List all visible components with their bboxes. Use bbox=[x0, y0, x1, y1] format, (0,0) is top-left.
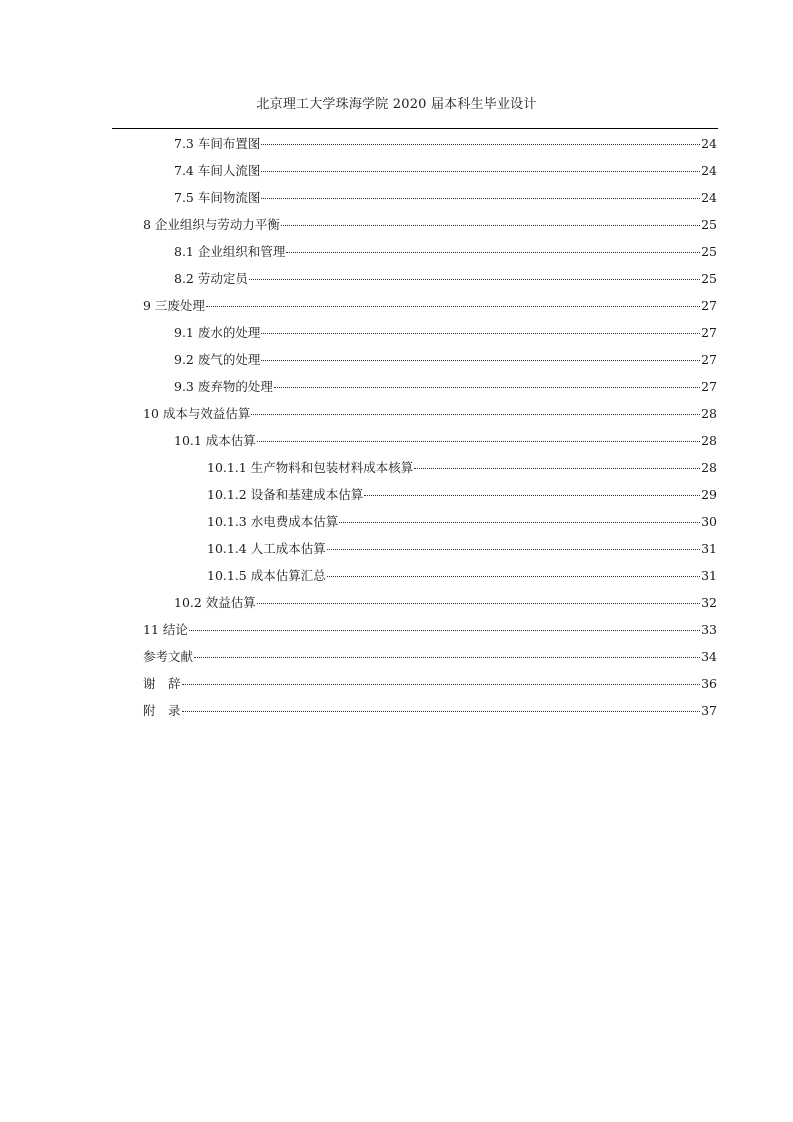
toc-dot-leader bbox=[182, 711, 700, 712]
toc-dot-leader bbox=[257, 603, 700, 604]
toc-dot-leader bbox=[327, 576, 700, 577]
toc-dot-leader bbox=[182, 684, 700, 685]
toc-dot-leader bbox=[261, 171, 700, 172]
toc-entry[interactable] bbox=[174, 592, 717, 614]
toc-entry-title: 10.1.4 人工成本估算 bbox=[207, 541, 326, 556]
toc-entry-title: 7.3 车间布置图 bbox=[174, 136, 261, 151]
toc-entry-title: 附 录 bbox=[143, 703, 181, 718]
toc-entry-page-number: 34 bbox=[701, 649, 717, 664]
toc-entry-page-number: 28 bbox=[701, 433, 717, 448]
toc-entry[interactable] bbox=[174, 241, 717, 263]
toc-entry-page-number: 32 bbox=[701, 595, 717, 610]
toc-entry[interactable] bbox=[143, 403, 717, 425]
toc-dot-leader bbox=[249, 279, 700, 280]
toc-entry-title: 10.1.5 成本估算汇总 bbox=[207, 568, 326, 583]
toc-entry-page-number: 25 bbox=[701, 217, 717, 232]
toc-entry-page-number: 27 bbox=[701, 325, 717, 340]
toc-entry[interactable] bbox=[143, 295, 717, 317]
toc-entry[interactable] bbox=[174, 430, 717, 452]
toc-entry-title: 10.1.1 生产物料和包装材料成本核算 bbox=[207, 460, 414, 475]
toc-dot-leader bbox=[286, 252, 700, 253]
toc-entry-title: 8 企业组织与劳动力平衡 bbox=[143, 217, 280, 232]
toc-entry[interactable] bbox=[174, 376, 717, 398]
toc-dot-leader bbox=[261, 360, 700, 361]
toc-entry-title: 10.2 效益估算 bbox=[174, 595, 256, 610]
toc-dot-leader bbox=[189, 630, 700, 631]
toc-entry-title: 11 结论 bbox=[143, 622, 188, 637]
toc-entry-page-number: 36 bbox=[701, 676, 717, 691]
toc-entry[interactable] bbox=[143, 700, 717, 722]
toc-entry-page-number: 28 bbox=[701, 406, 717, 421]
toc-dot-leader bbox=[339, 522, 700, 523]
toc-entry[interactable] bbox=[143, 673, 717, 695]
toc-dot-leader bbox=[251, 414, 700, 415]
toc-entry-page-number: 31 bbox=[701, 541, 717, 556]
toc-entry-title: 谢 辞 bbox=[143, 676, 181, 691]
toc-dot-leader bbox=[257, 441, 700, 442]
toc-entry[interactable] bbox=[143, 646, 717, 668]
toc-entry[interactable] bbox=[174, 349, 717, 371]
toc-entry[interactable] bbox=[207, 511, 717, 533]
toc-entry[interactable] bbox=[174, 133, 717, 155]
toc-entry-title: 8.2 劳动定员 bbox=[174, 271, 248, 286]
toc-dot-leader bbox=[327, 549, 700, 550]
page-header-title: 北京理工大学珠海学院 2020 届本科生毕业设计 bbox=[256, 97, 537, 112]
toc-entry-title: 10.1.2 设备和基建成本估算 bbox=[207, 487, 364, 502]
toc-dot-leader bbox=[261, 198, 700, 199]
toc-entry-page-number: 25 bbox=[701, 244, 717, 259]
toc-entry-title: 9 三废处理 bbox=[143, 298, 205, 313]
header-divider bbox=[112, 128, 718, 129]
toc-entry-title: 9.1 废水的处理 bbox=[174, 325, 261, 340]
toc-dot-leader bbox=[194, 657, 700, 658]
toc-entry-title: 9.2 废气的处理 bbox=[174, 352, 261, 367]
toc-entry[interactable] bbox=[143, 619, 717, 641]
toc-dot-leader bbox=[261, 144, 700, 145]
toc-entry[interactable] bbox=[174, 160, 717, 182]
toc-entry-page-number: 30 bbox=[701, 514, 717, 529]
toc-entry-title: 9.3 废弃物的处理 bbox=[174, 379, 273, 394]
toc-entry-title: 10 成本与效益估算 bbox=[143, 406, 251, 421]
toc-entry-page-number: 24 bbox=[701, 190, 717, 205]
toc-entry-page-number: 25 bbox=[701, 271, 717, 286]
toc-entry[interactable] bbox=[207, 484, 717, 506]
toc-entry-page-number: 24 bbox=[701, 136, 717, 151]
toc-dot-leader bbox=[274, 387, 700, 388]
toc-entry-title: 参考文献 bbox=[143, 649, 194, 664]
toc-entry-page-number: 33 bbox=[701, 622, 717, 637]
toc-entry[interactable] bbox=[207, 565, 717, 587]
toc-entry[interactable] bbox=[174, 268, 717, 290]
toc-entry-page-number: 27 bbox=[701, 379, 717, 394]
toc-entry-page-number: 37 bbox=[701, 703, 717, 718]
toc-entry-title: 10.1.3 水电费成本估算 bbox=[207, 514, 339, 529]
toc-dot-leader bbox=[206, 306, 700, 307]
toc-entry-page-number: 27 bbox=[701, 298, 717, 313]
toc-entry-title: 7.5 车间物流图 bbox=[174, 190, 261, 205]
toc-entry[interactable] bbox=[174, 187, 717, 209]
toc-entry-title: 7.4 车间人流图 bbox=[174, 163, 261, 178]
toc-entry-page-number: 31 bbox=[701, 568, 717, 583]
toc-entry-title: 8.1 企业组织和管理 bbox=[174, 244, 286, 259]
toc-entry[interactable] bbox=[207, 457, 717, 479]
toc-entry-page-number: 29 bbox=[701, 487, 717, 502]
toc-dot-leader bbox=[414, 468, 700, 469]
toc-dot-leader bbox=[281, 225, 700, 226]
toc-entry-page-number: 28 bbox=[701, 460, 717, 475]
toc-dot-leader bbox=[364, 495, 700, 496]
toc-entry[interactable] bbox=[143, 214, 717, 236]
toc-entry-page-number: 27 bbox=[701, 352, 717, 367]
toc-entry-page-number: 24 bbox=[701, 163, 717, 178]
toc-dot-leader bbox=[261, 333, 700, 334]
toc-entry-title: 10.1 成本估算 bbox=[174, 433, 256, 448]
toc-entry[interactable] bbox=[207, 538, 717, 560]
toc-entry[interactable] bbox=[174, 322, 717, 344]
